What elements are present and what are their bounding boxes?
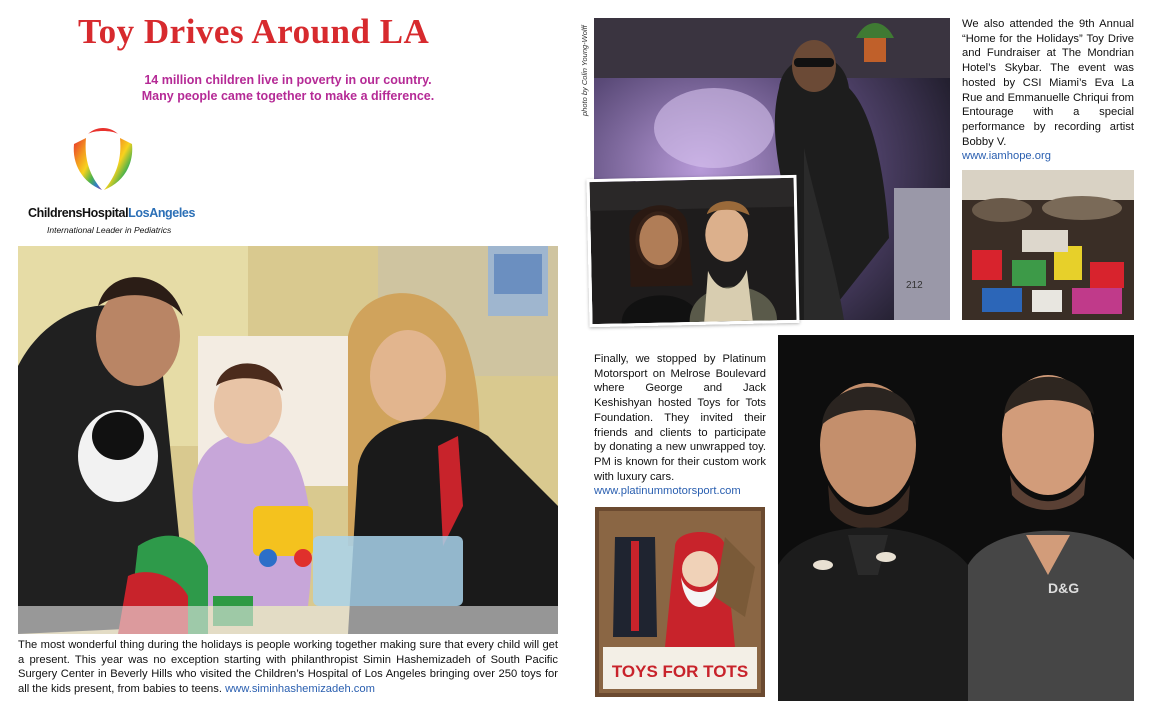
- platinum-motorsport-text: [594, 352, 766, 499]
- logo-tagline: International Leader in Pediatrics: [47, 225, 172, 235]
- hospital-visit-caption: [18, 638, 558, 696]
- page-title: Toy Drives Around LA: [78, 12, 430, 51]
- childrens-hospital-logo: [28, 124, 198, 240]
- eva-la-rue-guest-photo: [586, 175, 799, 327]
- logo-name-part1: ChildrensHospital: [28, 206, 129, 220]
- page-subtitle: [100, 72, 476, 104]
- home-for-holidays-text: [962, 17, 1134, 164]
- hospital-visit-photo: [18, 246, 558, 634]
- svg-text:212: 212: [906, 280, 923, 291]
- siminhashemizadeh-link[interactable]: www.siminhashemizadeh.com: [225, 682, 375, 695]
- logo-name-part2: LosAngeles: [128, 206, 196, 220]
- keshishyan-brothers-photo: [778, 335, 1134, 701]
- photo-credit: photo by Colin Young-Wolff: [580, 25, 589, 116]
- hands-child-icon: [68, 124, 138, 194]
- toys-for-tots-text: TOYS FOR TOTS: [611, 662, 749, 681]
- toy-donations-photo: [962, 170, 1134, 320]
- logo-name: [28, 206, 198, 220]
- toys-for-tots-poster: [595, 507, 765, 697]
- platinum-motorsport-link[interactable]: www.platinummotorsport.com: [594, 485, 741, 498]
- platinum-motorsport-body: Finally, we stopped by Platinum Motorsport on Melrose Boulevard where George and Jack Keshishyan hosted Toys for Tots Foundation. They invited their friends and clients to participate by donating a new unwrapped toy. PM is known for their custom work with luxury cars.: [594, 353, 766, 483]
- subtitle-line-2: Many people came together to make a difference.: [141, 89, 435, 103]
- hospital-visit-text: The most wonderful thing during the holidays is people working together making sure that every child will get a present. This year was no exception starting with philanthropist Simin Hashemizadeh of South Pacific Surgery Center in Beverly Hills who visited the Children’s Hospital of Los Angeles bringing over 250 toys for all the kids present, from babies to teens.: [18, 639, 558, 695]
- iamhope-link[interactable]: www.iamhope.org: [962, 150, 1051, 163]
- subtitle-line-1: 14 million children live in poverty in our country.: [144, 73, 432, 87]
- d-and-g-logo: D&G: [1048, 580, 1080, 596]
- home-for-holidays-body: We also attended the 9th Annual “Home for the Holidays” Toy Drive and Fundraiser at The Mondrian Hotel’s Skybar. The event was hosted by CSI Miami’s Eva La Rue and Emmanuelle Chriqui from Entourage with a special performance by recording artist Bobby V.: [962, 18, 1134, 148]
